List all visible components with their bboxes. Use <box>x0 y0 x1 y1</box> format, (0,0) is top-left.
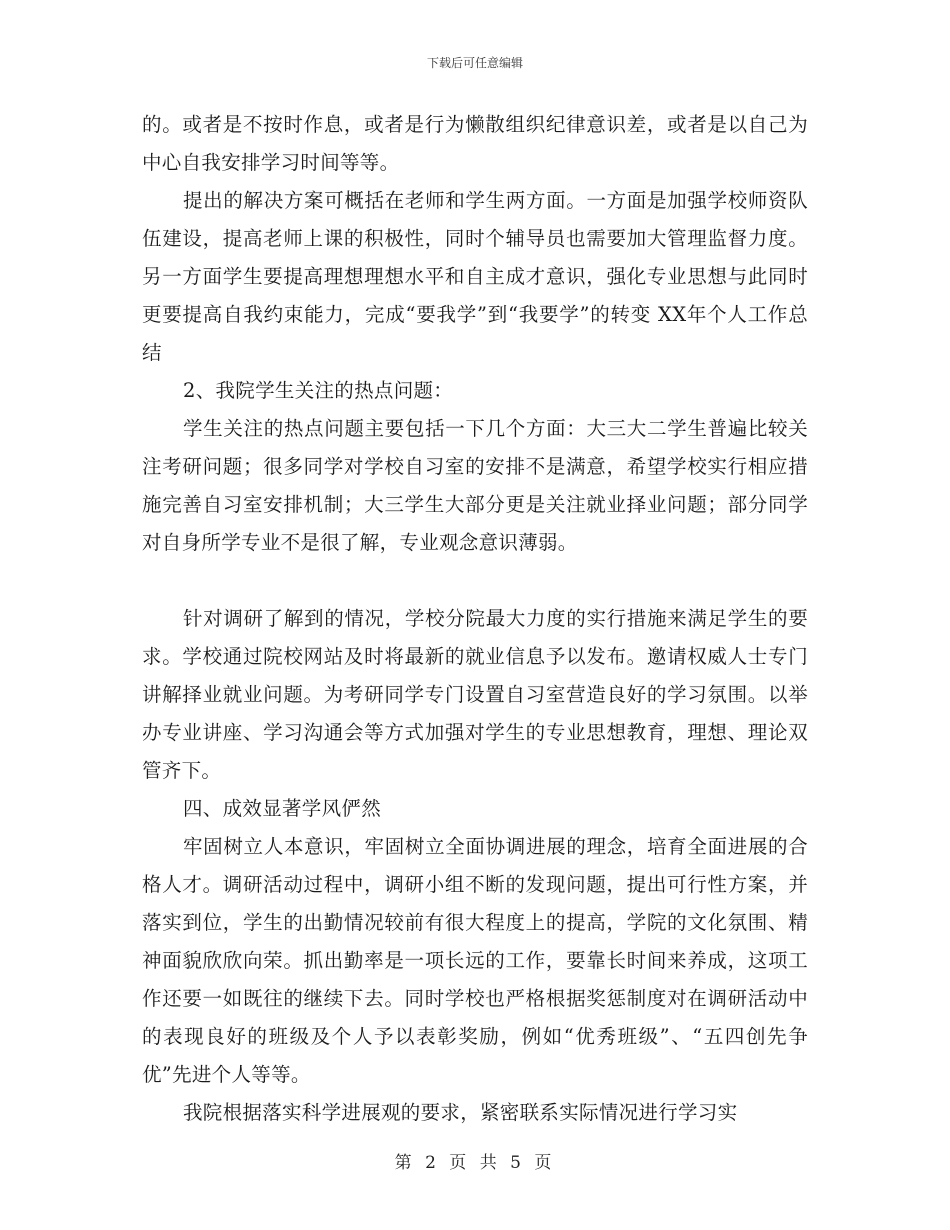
section-heading-2: 2、我院学生关注的热点问题： <box>183 379 454 402</box>
paragraph-6: 我院根据落实科学进展观的要求，紧密联系实际情况进行学习实 <box>183 1101 738 1124</box>
section-heading-4: 四、成效显著学风俨然 <box>183 797 382 820</box>
paragraph-4: 针对调研了解到的情况，学校分院最大力度的实行措施来满足学生的要求。学校通过院校网站及时将最新的就业信息予以发布。邀请权威人士专门讲解择业就业问题。为考研同学专门设置自习室营造良好的学习氛围。以举办专业讲座、学习沟通会等方式加强对学生的专业思想教育，理想、理论双管齐下。 <box>142 607 808 782</box>
paragraph-5: 牢固树立人本意识，牢固树立全面协调进展的理念，培育全面进展的合格人才。调研活动过程中，调研小组不断的发现问题，提出可行性方案，并落实到位，学生的出勤情况较前有很大程度上的提高，学院的文化氛围、精神面貌欣欣向荣。抓出勤率是一项长远的工作，要靠长时间来养成，这项工作还要一如既往的继续下去。同时学校也严格根据奖惩制度对在调研活动中的表现良好的班级及个人予以表彰奖励，例如“优秀班级”、“五四创先争优”先进个人等等。 <box>142 835 808 1086</box>
paragraph-2: 提出的解决方案可概括在老师和学生两方面。一方面是加强学校师资队伍建设，提高老师上课的积极性，同时个辅导员也需要加大管理监督力度。另一方面学生要提高理想理想水平和自主成才意识，强化专业思想与此同时更要提高自我约束能力，完成“要我学”到“我要学”的转变 XX年个人工作总结 <box>142 189 808 364</box>
paragraph-3: 学生关注的热点问题主要包括一下几个方面：大三大二学生普遍比较关注考研问题；很多同学对学校自习室的安排不是满意，希望学校实行相应措施完善自习室安排机制；大三学生大部分更是关注就业择业问题；部分同学对自身所学专业不是很了解，专业观念意识薄弱。 <box>142 417 808 554</box>
page-number: 第 2 页 共 5 页 <box>394 1153 556 1173</box>
page-header: 下载后可任意编辑 <box>426 56 523 70</box>
paragraph-1: 的。或者是不按时作息，或者是行为懒散组织纪律意识差，或者是以自己为中心自我安排学习时间等等。 <box>142 113 808 174</box>
document-body <box>142 106 808 1132</box>
